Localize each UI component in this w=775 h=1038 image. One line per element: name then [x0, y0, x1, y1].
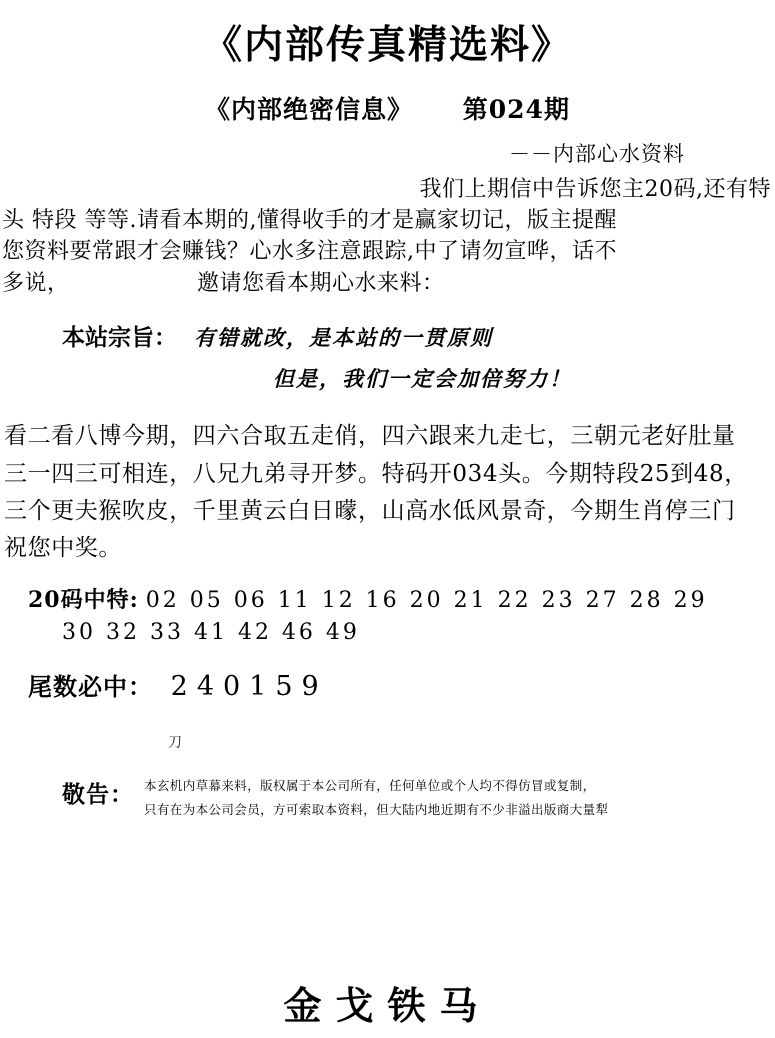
poem-line-3: 三个更夫猴吹皮，千里黄云白日曚，山高水低风景奇，今期生肖停三门	[4, 497, 736, 524]
intro-line-3: 您资料要常跟才会赚钱？心水多注意跟踪,中了请勿宣哗，话不	[2, 239, 617, 265]
notice-body	[144, 774, 608, 822]
notice-line-1: 本玄机内草幕来料，版权属于本公司所有，任何单位或个人均不得仿冒或复制，	[144, 778, 596, 794]
poem-line-2: 三一四三可相连，八兄九弟寻开梦。特码开034头。今期特段25到48，	[4, 460, 748, 487]
notice-label: 敬告：	[62, 781, 134, 809]
intro-line-2: 头 特段 等等.请看本期的,懂得收手的才是赢家切记，版主提醒	[2, 208, 617, 234]
subtitle-row	[0, 90, 775, 126]
page-title: 《内部传真精选料》	[202, 22, 572, 68]
invite-text: 邀请您看本期心水来料：	[197, 270, 445, 296]
motto-line-2: 但是，我们一定会加倍努力！	[273, 367, 572, 392]
source-note: －－内部心水资料	[509, 142, 685, 166]
document-page	[0, 14, 775, 1038]
intro-line-1: 我们上期信中告诉您主20码,还有特	[419, 177, 771, 202]
numbers-list-row-2: 30 32 33 41 42 46 49	[62, 620, 360, 646]
intro-line-4	[2, 268, 773, 299]
numbers-block	[0, 583, 775, 645]
motto-line-1: 有错就改，是本站的一贯原则	[194, 325, 493, 350]
tail-numbers-label: 尾数必中：	[28, 672, 153, 702]
numbers-row-1	[28, 583, 775, 614]
motto-block	[0, 321, 775, 397]
notice-line-2: 只有在为本公司会员，方可索取本资料，但大陆内地近期有不少非溢出版商大量犁	[144, 802, 609, 818]
tail-numbers-digits: 240159	[170, 671, 328, 703]
intro-line-4-prefix: 多说，	[2, 270, 70, 296]
poem-line-1: 看二看八博今期，四六合取五走俏，四六跟来九走七，三朝元老好肚量	[4, 423, 736, 450]
issue-number: 第024期	[462, 95, 570, 124]
numbers-label: 20码中特:	[28, 587, 139, 614]
intro-paragraph	[0, 174, 775, 299]
poem-block	[0, 418, 775, 567]
tail-numbers-block	[0, 667, 775, 702]
motto-label: 本站宗旨：	[62, 323, 177, 351]
subtitle-text: 《内部绝密信息》	[205, 95, 414, 124]
motto-row-1	[0, 321, 775, 356]
notice-block	[0, 774, 775, 822]
poem-line-4: 祝您中奖。	[4, 535, 122, 562]
stray-mark: 刀	[168, 735, 182, 752]
numbers-list-row-1: 02 05 06 11 12 16 20 21 22 23 27 28 29	[145, 588, 708, 614]
motto-row-2	[0, 363, 775, 396]
footer-brand: 金戈铁马	[283, 983, 492, 1028]
